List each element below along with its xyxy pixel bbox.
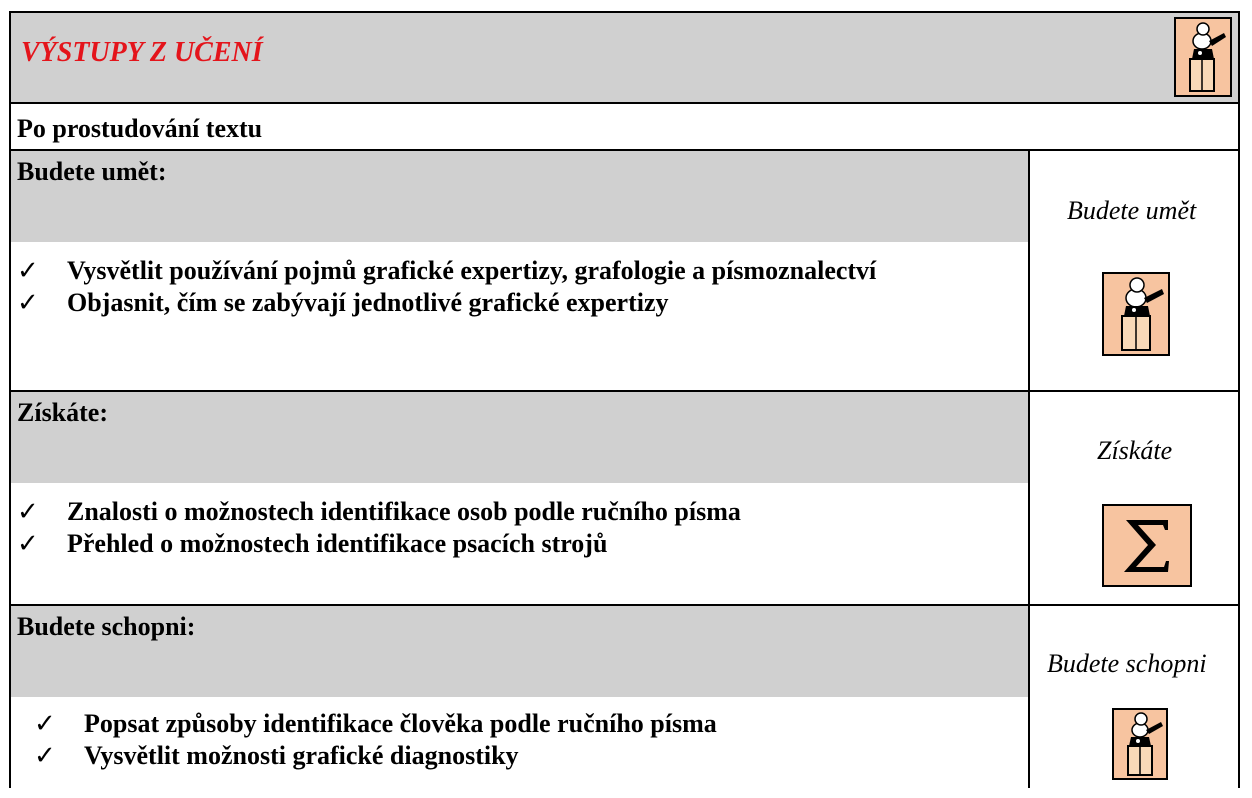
lecturer-podium-icon (1112, 708, 1168, 780)
lecturer-podium-icon (1102, 272, 1170, 356)
list-item: ✓ Znalosti o možnostech identifikace osob podle ručního písma (17, 497, 741, 526)
border-intro-bottom (9, 149, 1240, 151)
margin-label: Získáte (1097, 436, 1173, 465)
list-item: ✓ Přehled o možnostech identifikace psacích strojů (17, 529, 608, 558)
border-top (9, 11, 1240, 13)
outcome-list (17, 255, 1027, 319)
checkmark-icon: ✓ (34, 741, 56, 770)
margin-label: Budete schopni (1047, 649, 1207, 678)
checkmark-icon: ✓ (34, 709, 56, 738)
outcome-list (34, 708, 1024, 772)
border-section-1-bottom (9, 390, 1240, 392)
list-item: ✓ Popsat způsoby identifikace člověka podle ručního písma (34, 709, 717, 738)
border-section-2-bottom (9, 604, 1240, 606)
outcome-list (17, 496, 1027, 560)
checkmark-icon: ✓ (17, 529, 39, 558)
section-2-heading-row (9, 391, 1029, 483)
list-item: ✓ Vysvětlit používání pojmů grafické expertizy, grafologie a písmoznalectví (17, 256, 877, 285)
learning-outcomes-table (9, 11, 1240, 788)
border-title-bottom (9, 102, 1240, 104)
lecturer-podium-icon (1174, 17, 1232, 97)
list-item: ✓ Objasnit, čím se zabývají jednotlivé grafické expertizy (17, 288, 669, 317)
intro-text: Po prostudování textu (17, 114, 263, 143)
checkmark-icon: ✓ (17, 256, 39, 285)
sigma-icon (1102, 504, 1192, 587)
border-left (9, 11, 11, 788)
margin-label: Budete umět (1067, 196, 1197, 225)
border-column-divider (1028, 150, 1030, 788)
section-heading: Budete schopni: (17, 612, 196, 641)
checkmark-icon: ✓ (17, 288, 39, 317)
section-heading: Budete umět: (17, 157, 167, 186)
list-item: ✓ Vysvětlit možnosti grafické diagnostiky (34, 741, 519, 770)
checkmark-icon: ✓ (17, 497, 39, 526)
page-title: VÝSTUPY Z UČENÍ (21, 37, 263, 68)
section-heading: Získáte: (17, 398, 108, 427)
border-right (1238, 11, 1240, 788)
